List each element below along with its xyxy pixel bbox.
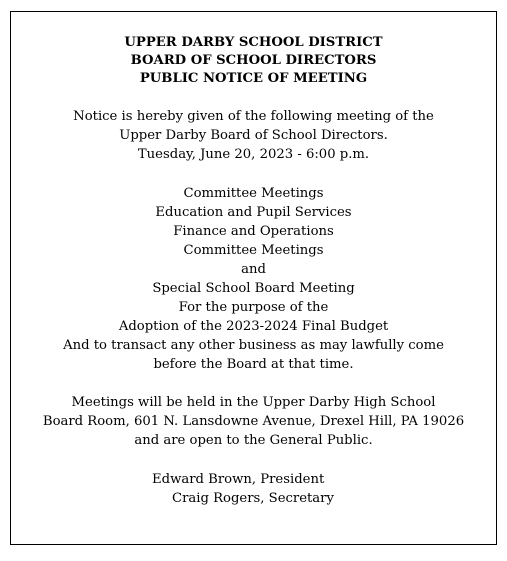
agenda-line-7: For the purpose of the [178,300,329,315]
agenda-line-6: Special School Board Meeting [152,281,355,296]
intro-line-1: Notice is hereby given of the following meeting of the [73,109,434,124]
notice-title: PUBLIC NOTICE OF MEETING [139,71,368,86]
agenda-line-2: Education and Pupil Services [155,205,352,220]
agenda-line-3: Finance and Operations [173,224,334,239]
agenda-line-9: And to transact any other business as may lawfully come [63,338,444,353]
location-line-2: Board Room, 601 N. Lansdowne Avenue, Drexel Hill, PA 19026 [42,414,465,429]
public-notice [10,11,497,545]
secretary-signature: Craig Rogers, Secretary [172,491,334,506]
agenda-line-5: and [241,262,266,277]
meeting-date: Tuesday, June 20, 2023 - 6:00 p.m. [137,147,370,162]
intro-line-2: Upper Darby Board of School Directors. [119,128,388,143]
agenda-line-4: Committee Meetings [183,243,324,258]
agenda-line-10: before the Board at that time. [153,357,354,372]
district-name: UPPER DARBY SCHOOL DISTRICT [124,35,383,50]
location-line-1: Meetings will be held in the Upper Darby High School [71,395,436,410]
agenda-line-1: Committee Meetings [183,186,324,201]
agenda-line-8: Adoption of the 2023-2024 Final Budget [118,319,389,334]
board-name: BOARD OF SCHOOL DIRECTORS [130,53,377,68]
president-signature: Edward Brown, President [152,472,325,487]
location-line-3: and are open to the General Public. [134,433,373,448]
